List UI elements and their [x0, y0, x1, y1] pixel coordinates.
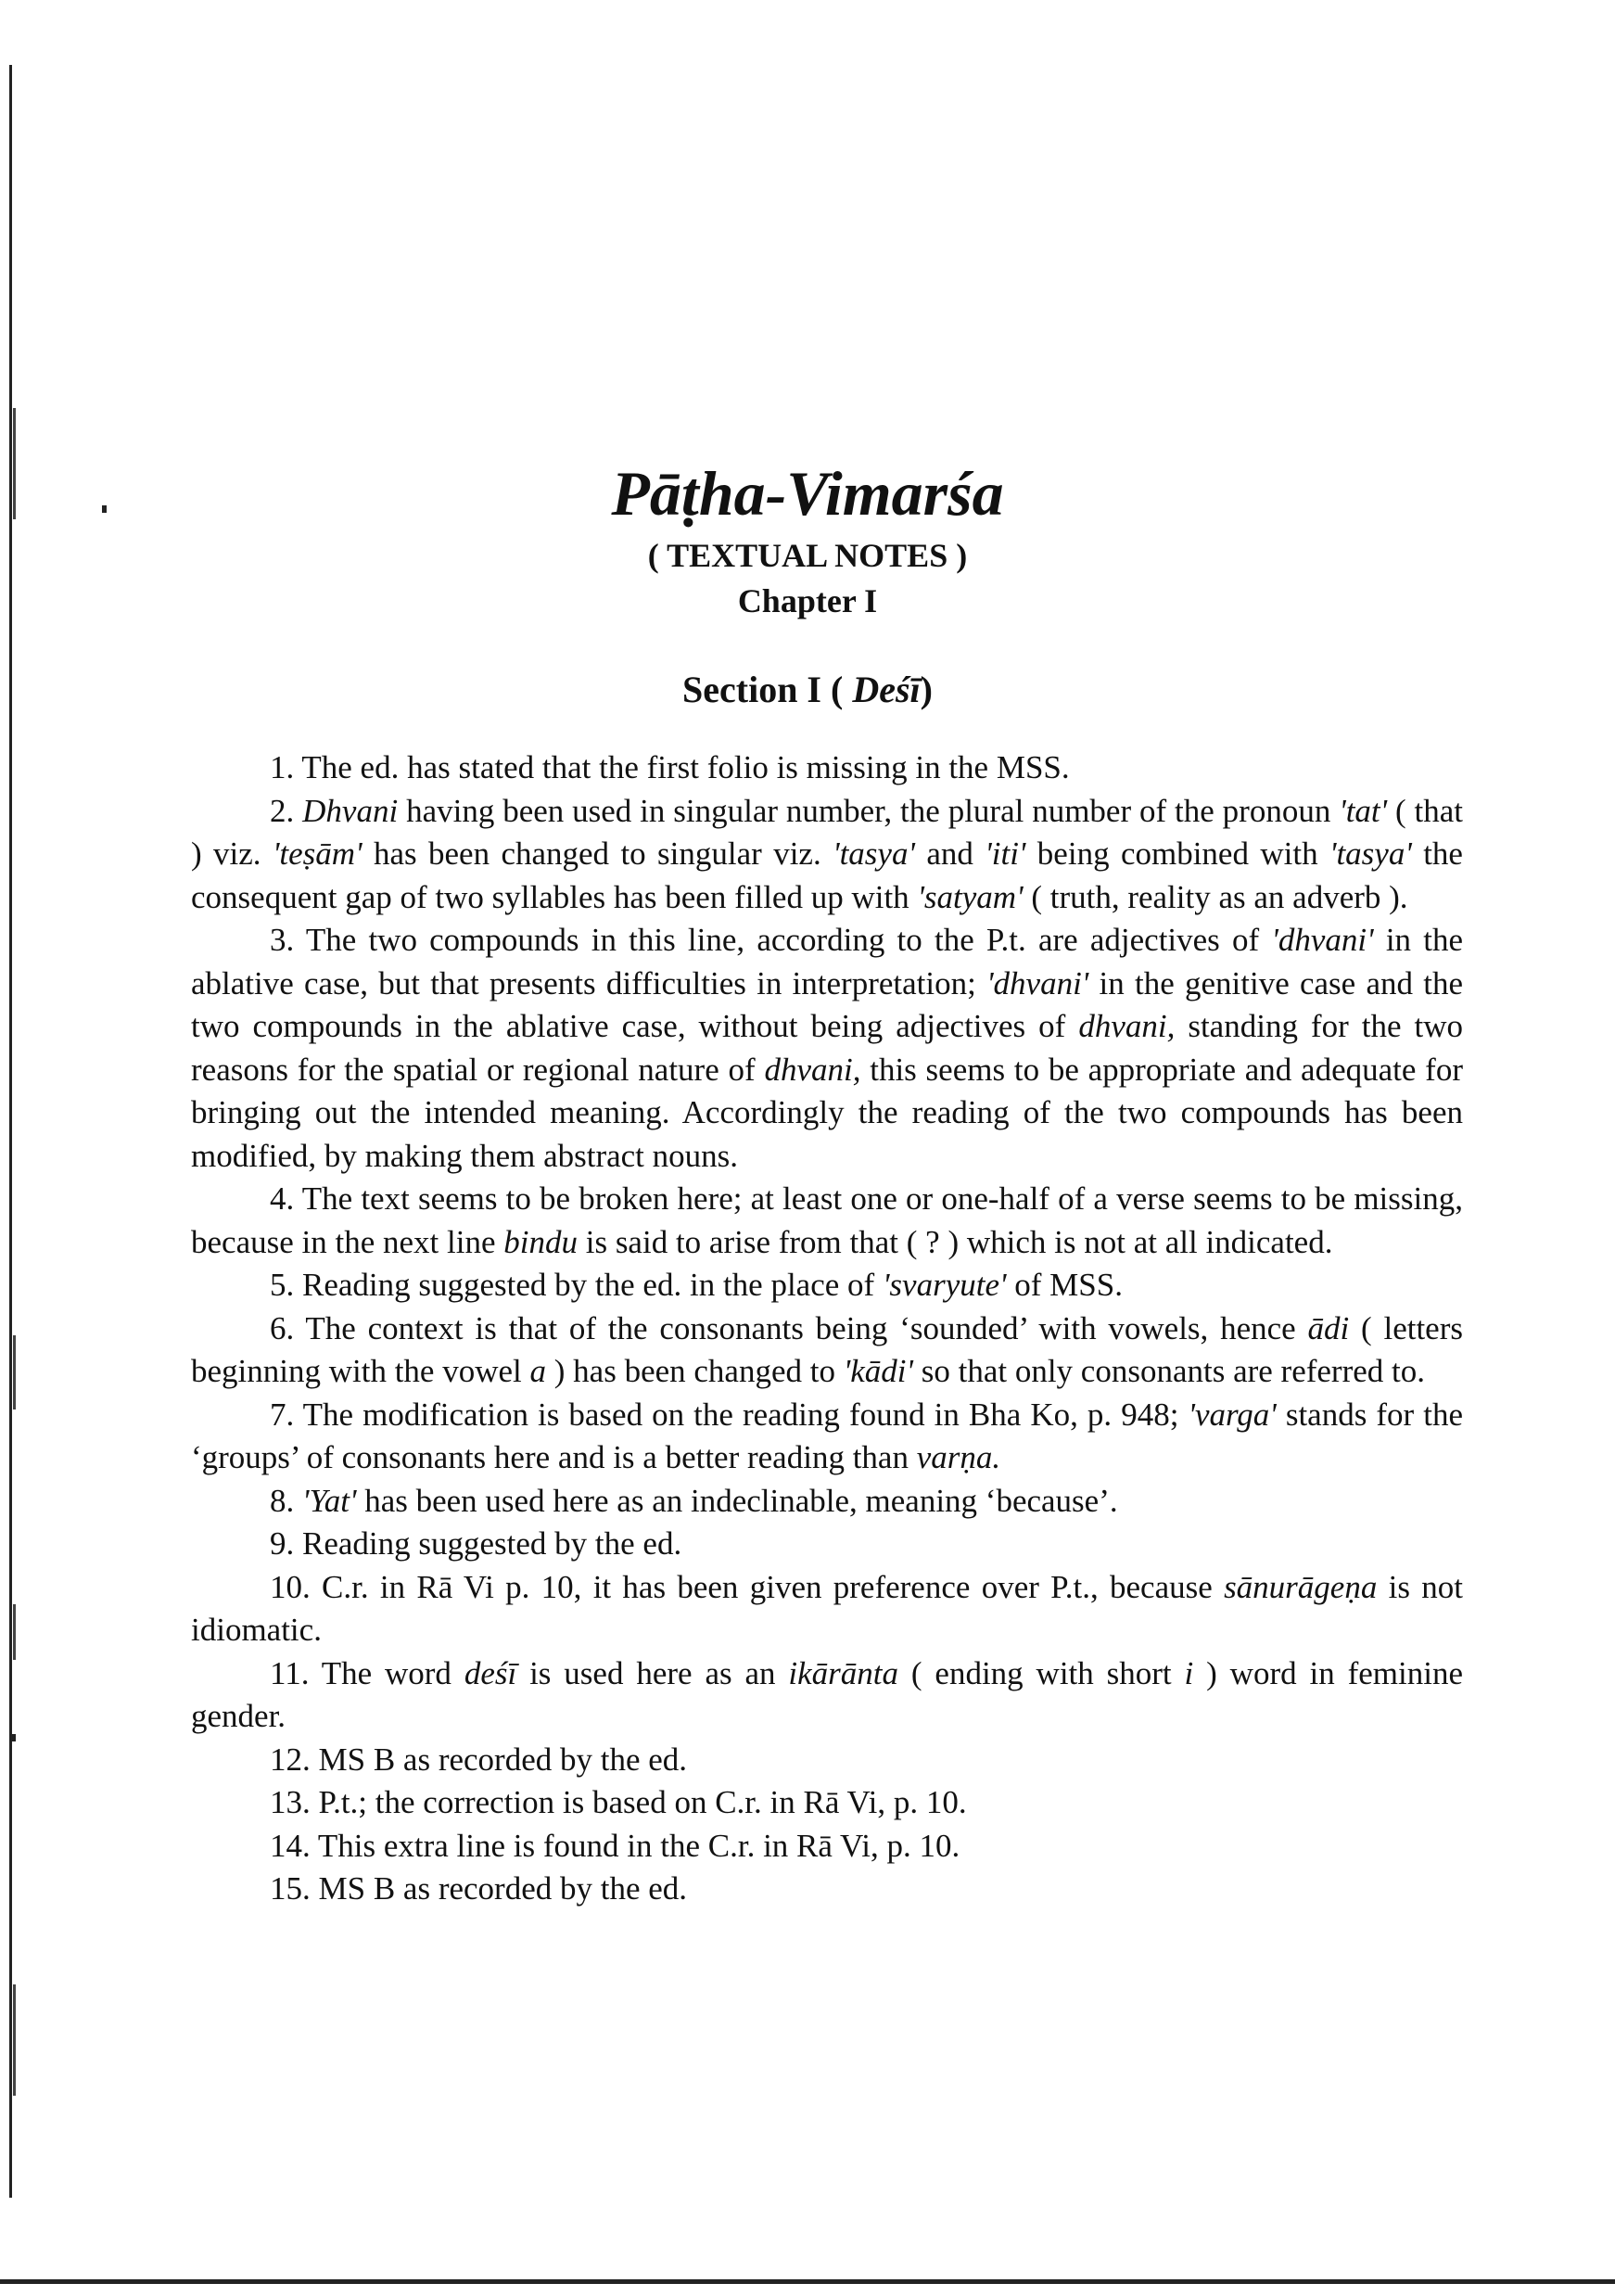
section-heading	[0, 666, 1615, 714]
section-term: Deśī	[852, 669, 921, 710]
note-item: 14. This extra line is found in the C.r. in Rā Vi, p. 10.	[270, 1827, 960, 1864]
note-item: 10. C.r. in Rā Vi p. 10, it has been given preference over P.t., because sānurāgeṇa is not idiomatic.	[191, 1568, 1463, 1648]
scan-margin-mark	[13, 1604, 16, 1660]
note-item: 3. The two compounds in this line, according to the P.t. are adjectives of 'dhvani' in the ablative case, but that presents difficulties in interpretation; 'dhvani' in the genitive case and the two compounds in the ablative case, without being adjectives of dhvani, standing for the two reasons for the spatial or regional nature of dhvani, this seems to be appropriate and adequate for bringing out the intended meaning. Accordingly the reading of the two compounds has been modified, by making them abstract nouns.	[191, 922, 1463, 1174]
section-prefix: Section I (	[682, 669, 844, 710]
note-item: 13. P.t.; the correction is based on C.r. in Rā Vi, p. 10.	[270, 1784, 967, 1820]
page-title: Pāṭha-Vimarśa	[611, 458, 1004, 529]
note-item: 4. The text seems to be broken here; at least one or one-half of a verse seems to be missing, because in the next line bindu is said to arise from that ( ? ) which is not at all indicated.	[191, 1180, 1463, 1260]
note-item: 5. Reading suggested by the ed. in the place of 'svaryute' of MSS.	[270, 1267, 1123, 1303]
page-header	[0, 454, 1615, 714]
scan-border-bottom	[0, 2279, 1615, 2284]
note-item: 8. 'Yat' has been used here as an indeclinable, meaning ‘because’.	[270, 1482, 1118, 1519]
note-item: 1. The ed. has stated that the first folio is missing in the MSS.	[270, 749, 1070, 785]
note-item: 6. The context is that of the consonants being ‘sounded’ with vowels, hence ādi ( letters beginning with the vowel a ) has been changed to 'kādi' so that only consonants are referred to.	[191, 1309, 1463, 1389]
section-suffix: )	[920, 669, 933, 710]
note-item: 12. MS B as recorded by the ed.	[270, 1741, 688, 1778]
page-subtitle: ( TEXTUAL NOTES )	[647, 537, 968, 574]
note-item: 7. The modification is based on the reading found in Bha Ko, p. 948; 'varga' stands for the ‘groups’ of consonants here and is a better reading than varṇa.	[191, 1396, 1463, 1475]
scan-margin-mark	[13, 1335, 16, 1409]
note-item: 2. Dhvani having been used in singular number, the plural number of the pronoun 'tat' ( that ) viz. 'teṣām' has been changed to singular viz. 'tasya' and 'iti' being combined with 'tasya' the consequent gap of two syllables has been filled up with 'satyam' ( truth, reality as an adverb ).	[191, 792, 1464, 915]
note-item: 15. MS B as recorded by the ed.	[270, 1870, 688, 1907]
scan-speck	[11, 1734, 16, 1741]
chapter-heading: Chapter I	[737, 582, 878, 619]
textual-notes-list	[191, 746, 1463, 1911]
scan-margin-mark	[13, 1984, 16, 2096]
note-item: 9. Reading suggested by the ed.	[270, 1525, 682, 1562]
note-item: 11. The word deśī is used here as an ikārānta ( ending with short i ) word in feminine gender.	[191, 1654, 1463, 1734]
scan-border-left	[9, 65, 12, 2198]
